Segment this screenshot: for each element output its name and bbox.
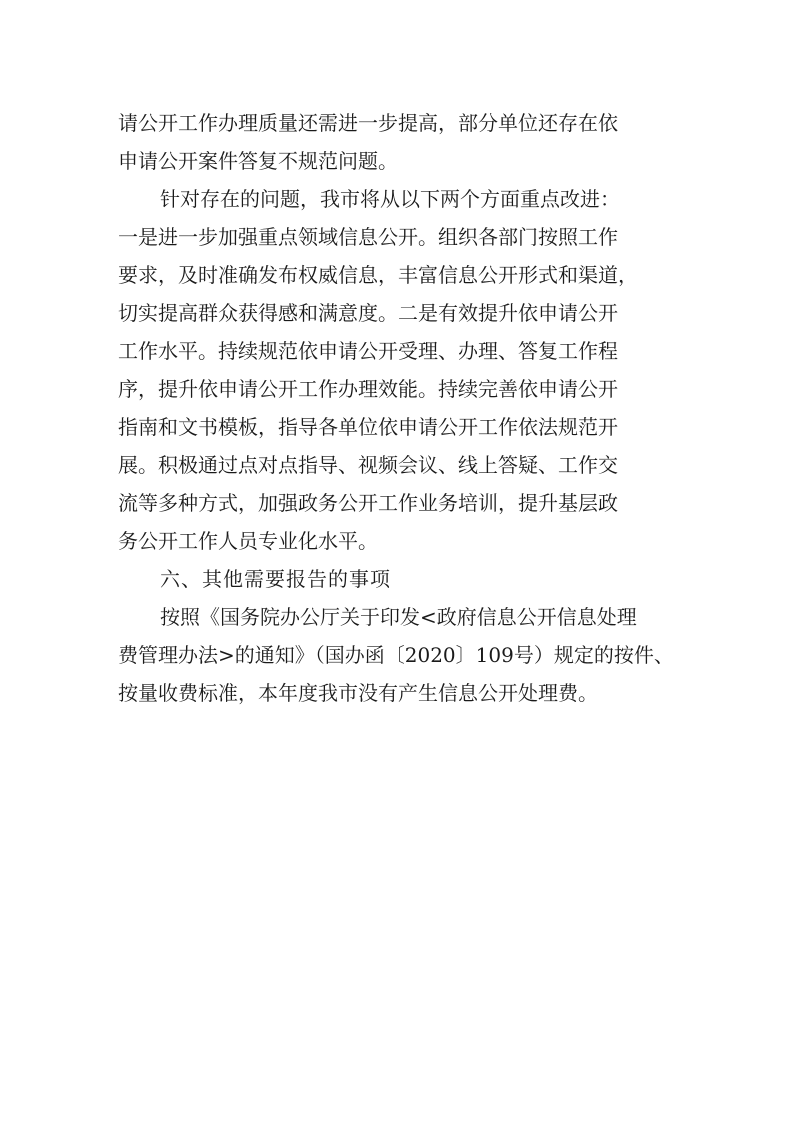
- paragraph-line: 指南和文书模板，指导各单位依申请公开工作依法规范开: [118, 415, 618, 439]
- paragraph-line: 按照《国务院办公厅关于印发<政府信息公开信息处理: [160, 605, 637, 629]
- paragraph-line: 展。积极通过点对点指导、视频会议、线上答疑、工作交: [118, 453, 618, 477]
- paragraph-line: 序，提升依申请公开工作办理效能。持续完善依申请公开: [118, 377, 618, 401]
- paragraph-line: 流等多种方式，加强政务公开工作业务培训，提升基层政: [118, 491, 618, 515]
- paragraph-line: 一是进一步加强重点领域信息公开。组织各部门按照工作: [118, 225, 618, 249]
- paragraph-line: 务公开工作人员专业化水平。: [118, 529, 378, 553]
- paragraph-line: 申请公开案件答复不规范问题。: [118, 149, 398, 173]
- paragraph-line: 工作水平。持续规范依申请公开受理、办理、答复工作程: [118, 339, 618, 363]
- paragraph-line: 按量收费标准，本年度我市没有产生信息公开处理费。: [118, 681, 598, 705]
- paragraph-line: 费管理办法>的通知》（国办函〔2020〕109号）规定的按件、: [118, 643, 674, 667]
- paragraph-line: 要求，及时准确发布权威信息，丰富信息公开形式和渠道，: [118, 263, 638, 287]
- section-heading: 六、其他需要报告的事项: [160, 567, 391, 591]
- paragraph-line: 请公开工作办理质量还需进一步提高，部分单位还存在依: [118, 111, 618, 135]
- paragraph-line: 针对存在的问题，我市将从以下两个方面重点改进：: [160, 187, 620, 211]
- paragraph-line: 切实提高群众获得感和满意度。二是有效提升依申请公开: [118, 301, 618, 325]
